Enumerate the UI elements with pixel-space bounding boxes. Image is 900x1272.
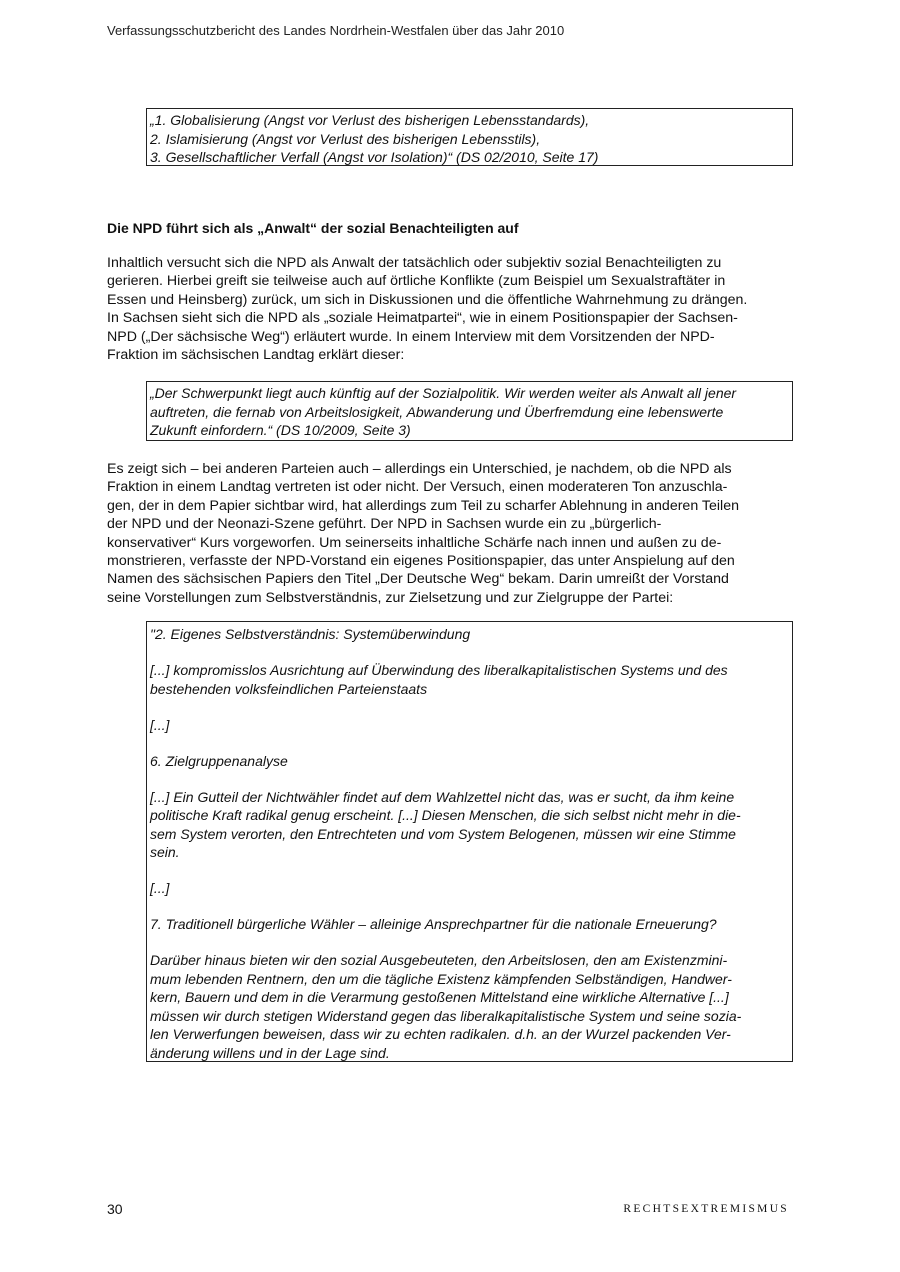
paragraph-unterschied bbox=[107, 460, 807, 607]
quote-line: sein. bbox=[150, 844, 180, 860]
quote-line: 7. Traditionell bürgerliche Wähler – alleinige Ansprechpartner für die nationale Erneuerung? bbox=[150, 916, 717, 932]
quote-line: 2. Islamisierung (Angst vor Verlust des bisherigen Lebensstils), bbox=[150, 130, 541, 147]
paragraph-line: Es zeigt sich – bei anderen Parteien auch – allerdings ein Unterschied, je nachdem, ob die NPD als bbox=[107, 461, 732, 477]
quote-block bbox=[150, 716, 792, 735]
paragraph-line: der NPD und der Neonazi-Szene geführt. Der NPD in Sachsen wurde ein zu „bürgerlich- bbox=[107, 516, 662, 533]
quote-line: [...] kompromisslos Ausrichtung auf Überwindung des liberalkapitalistischen Systems und des bbox=[150, 662, 728, 678]
quote-block bbox=[150, 879, 792, 898]
quote-box-globalisierung bbox=[146, 108, 793, 166]
paragraph-line: gen, der in dem Papier sichtbar wird, hat allerdings zum Teil zu scharfer Ablehnung in anderen Teilen bbox=[107, 497, 739, 514]
quote-block bbox=[150, 752, 792, 771]
quote-line: "2. Eigenes Selbstverständnis: Systemüberwindung bbox=[150, 626, 471, 642]
quote-line: 6. Zielgruppenanalyse bbox=[150, 752, 288, 769]
paragraph-line: NPD („Der sächsische Weg“) erläutert wurde. In einem Interview mit dem Vorsitzenden der NPD- bbox=[107, 328, 715, 345]
paragraph-line: Fraktion im sächsischen Landtag erklärt dieser: bbox=[107, 347, 405, 364]
quote-line: müssen wir durch stetigen Widerstand gegen das liberalkapitalistische System und seine sozia- bbox=[150, 1007, 742, 1024]
quote-line: Zukunft einfordern.“ (DS 10/2009, Seite 3) bbox=[150, 422, 411, 438]
paragraph-line: Essen und Heinsberg) zurück, um sich in Diskussionen und die öffentliche Wahrnehmung zu drängen. bbox=[107, 291, 748, 308]
section-heading: Die NPD führt sich als „Anwalt“ der sozial Benachteiligten auf bbox=[107, 220, 519, 236]
quote-line: politische Kraft radikal genug erscheint. [...] Diesen Menschen, die sich selbst nicht mehr in die- bbox=[150, 807, 741, 823]
paragraph-line: Fraktion in einem Landtag vertreten ist oder nicht. Der Versuch, einen moderateren Ton anzuschla- bbox=[107, 479, 728, 496]
quote-line: Darüber hinaus bieten wir den sozial Ausgebeuteten, den Arbeitslosen, den am Existenzmini- bbox=[150, 952, 728, 968]
quote-line: 3. Gesellschaftlicher Verfall (Angst vor Isolation)“ (DS 02/2010, Seite 17) bbox=[150, 149, 599, 165]
quote-line: [...] bbox=[150, 880, 170, 896]
paragraph-line: gerieren. Hierbei greift sie teilweise auch auf örtliche Konflikte (zum Beispiel um Sexualstraftäter in bbox=[107, 273, 726, 290]
quote-line: mum lebenden Rentnern, den um die tägliche Existenz kämpfenden Selbständigen, Handwer- bbox=[150, 970, 732, 987]
paragraph-line: konservativer“ Kurs vorgeworfen. Um seinerseits inhaltliche Schärfe nach innen und außen zu de- bbox=[107, 534, 722, 551]
quote-line: sem System verorten, den Entrechteten und vom System Belogenen, müssen wir eine Stimme bbox=[150, 825, 736, 842]
paragraph-line: seine Vorstellungen zum Selbstverständnis, zur Zielsetzung und zur Zielgruppe der Partei: bbox=[107, 589, 674, 606]
quote-line: [...] bbox=[150, 716, 170, 733]
quote-block bbox=[150, 951, 792, 1062]
quote-line: auftreten, die fernab von Arbeitslosigkeit, Abwanderung und Überfremdung eine lebenswerte bbox=[150, 403, 724, 420]
paragraph-line: Inhaltlich versucht sich die NPD als Anwalt der tatsächlich oder subjektiv sozial Benachteiligten zu bbox=[107, 255, 722, 271]
quote-line: bestehenden volksfeindlichen Parteienstaats bbox=[150, 680, 428, 697]
quote-box-deutscher-weg bbox=[146, 621, 793, 1062]
paragraph-line: Namen des sächsischen Papiers den Titel „Der Deutsche Weg“ bekam. Darin umreißt der Vorstand bbox=[107, 571, 729, 588]
quote-line: kern, Bauern und dem in die Verarmung gestoßenen Mittelstand eine wirkliche Alternative [...] bbox=[150, 989, 729, 1005]
quote-block bbox=[150, 661, 792, 698]
footer-section-label: RECHTSEXTREMISMUS bbox=[623, 1203, 789, 1215]
paragraph-anwalt bbox=[107, 254, 807, 364]
quote-block bbox=[150, 915, 792, 934]
page-header-title: Verfassungsschutzbericht des Landes Nordrhein-Westfalen über das Jahr 2010 bbox=[107, 23, 565, 38]
paragraph-line: monstrieren, verfasste der NPD-Vorstand ein eigenes Positionspapier, das unter Anspielung auf den bbox=[107, 553, 735, 570]
quote-line: „Der Schwerpunkt liegt auch künftig auf der Sozialpolitik. Wir werden weiter als Anwalt all jener bbox=[150, 385, 737, 401]
page-number: 30 bbox=[107, 1201, 123, 1217]
paragraph-line: In Sachsen sieht sich die NPD als „soziale Heimatpartei“, wie in einem Positionspapier der Sachsen- bbox=[107, 310, 738, 327]
quote-line: änderung willens und in der Lage sind. bbox=[150, 1044, 390, 1061]
quote-line: len Verwerfungen beweisen, dass wir zu echten radikalen. d.h. an der Wurzel packenden Ver- bbox=[150, 1026, 731, 1042]
quote-line: [...] Ein Gutteil der Nichtwähler findet auf dem Wahlzettel nicht das, was er sucht, da ihm keine bbox=[150, 788, 735, 805]
quote-line: „1. Globalisierung (Angst vor Verlust des bisherigen Lebensstandards), bbox=[150, 112, 590, 128]
quote-block bbox=[150, 625, 792, 644]
quote-box-sozialpolitik bbox=[146, 381, 793, 441]
quote-block bbox=[150, 788, 792, 862]
